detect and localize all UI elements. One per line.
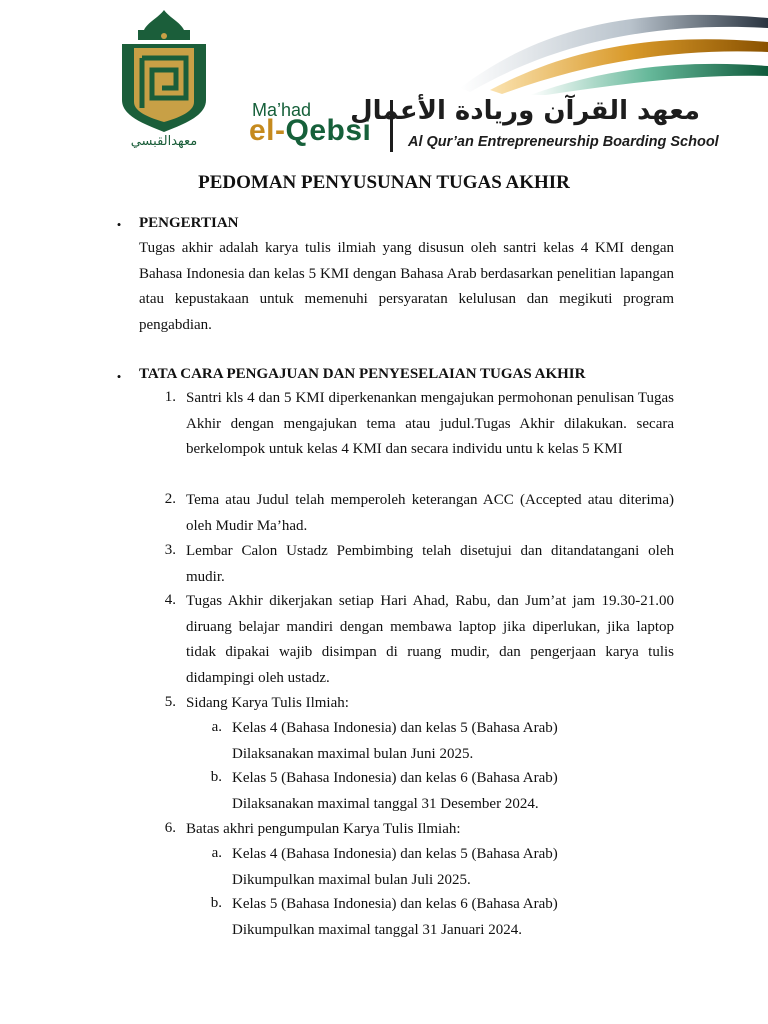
bullet-icon: • (116, 217, 122, 232)
sub-list-item (232, 842, 674, 893)
list-item: Tugas Akhir dikerjakan setiap Hari Ahad, Rabu, dan Jum’at jam 19.30-21.00 diruang belajar mandiri dengan membawa laptop jika diperlukan, jika laptop tidak dipakai wajib disimpan di ruang mudir, dan pengerjaan karya tulis didampingi oleh ustadz. (186, 593, 674, 686)
list-item: Santri kls 4 dan 5 KMI diperkenankan mengajukan permohonan penulisan Tugas Akhir dengan mengajukan tema atau judul.Tugas Akhir dilakukan. secara berkelompok untuk kelas 4 KMI dan secara individu untu k kelas 5 KMI (186, 390, 674, 457)
section-heading-pengertian: PENGERTIAN (139, 215, 239, 231)
emblem-icon (108, 8, 220, 136)
sub-item-line2: Dikumpulkan maximal tanggal 31 Januari 2024. (232, 921, 522, 938)
sub-item-line1: Kelas 4 (Bahasa Indonesia) dan kelas 5 (Bahasa Arab) (232, 846, 558, 862)
institution-emblem-logo (108, 8, 220, 156)
sub-item-line1: Kelas 4 (Bahasa Indonesia) dan kelas 5 (Bahasa Arab) (232, 720, 558, 736)
brand-name-part1: el- (249, 114, 286, 147)
letterhead (0, 0, 768, 170)
emblem-caption: معهدالقبسي (130, 134, 198, 149)
brand-mahad-text: Ma’had (252, 100, 312, 120)
section-heading-tata-cara: TATA CARA PENGAJUAN DAN PENYESELAIAN TUGAS AKHIR (139, 366, 586, 382)
decorative-swoosh (430, 0, 768, 95)
brand-subtitle: Al Qur’an Entrepreneurship Boarding School (408, 134, 719, 150)
sub-list-letter: b. (210, 895, 222, 911)
sub-item-line2: Dilaksanakan maximal tanggal 31 Desember 2024. (232, 795, 539, 812)
list-item: Tema atau Judul telah memperoleh keterangan ACC (Accepted atau diterima) oleh Mudir Ma’had. (186, 492, 674, 534)
sub-list-item (232, 766, 674, 817)
sub-item-line1: Kelas 5 (Bahasa Indonesia) dan kelas 6 (Bahasa Arab) (232, 770, 558, 786)
list-number: 6. (164, 820, 176, 836)
sub-item-line1: Kelas 5 (Bahasa Indonesia) dan kelas 6 (Bahasa Arab) (232, 896, 558, 912)
list-number: 1. (164, 389, 176, 405)
list-number: 4. (164, 592, 176, 608)
list-number: 3. (164, 542, 176, 558)
sub-list-item (232, 716, 674, 767)
document-title: PEDOMAN PENYUSUNAN TUGAS AKHIR (198, 172, 570, 193)
list-item: Batas akhri pengumpulan Karya Tulis Ilmiah: (186, 821, 461, 837)
list-number: 2. (164, 491, 176, 507)
list-number: 5. (164, 694, 176, 710)
brand-arabic-name: معهد القرآن وريادة الأعمال (350, 96, 700, 126)
section-body-pengertian: Tugas akhir adalah karya tulis ilmiah yang disusun oleh santri kelas 4 KMI dengan Bahasa Indonesia dan kelas 5 KMI dengan Bahasa Arab berdasarkan penelitian lapangan atau kepustakaan untuk memenuhi persyaratan kelulusan dan megikuti program pengabdian. (139, 240, 674, 333)
sub-item-line2: Dilaksanakan maximal bulan Juni 2025. (232, 745, 474, 762)
sub-list-letter: a. (211, 845, 222, 861)
bullet-icon: • (116, 369, 122, 384)
sub-list-letter: b. (210, 769, 222, 785)
sub-list-letter: a. (211, 719, 222, 735)
list-item: Lembar Calon Ustadz Pembimbing telah disetujui dan ditandatangani oleh mudir. (186, 543, 674, 585)
sub-list-item (232, 892, 674, 943)
brand-name-part2: Qebsi (285, 114, 372, 147)
list-item: Sidang Karya Tulis Ilmiah: (186, 695, 349, 711)
sub-item-line2: Dikumpulkan maximal bulan Juli 2025. (232, 871, 471, 888)
